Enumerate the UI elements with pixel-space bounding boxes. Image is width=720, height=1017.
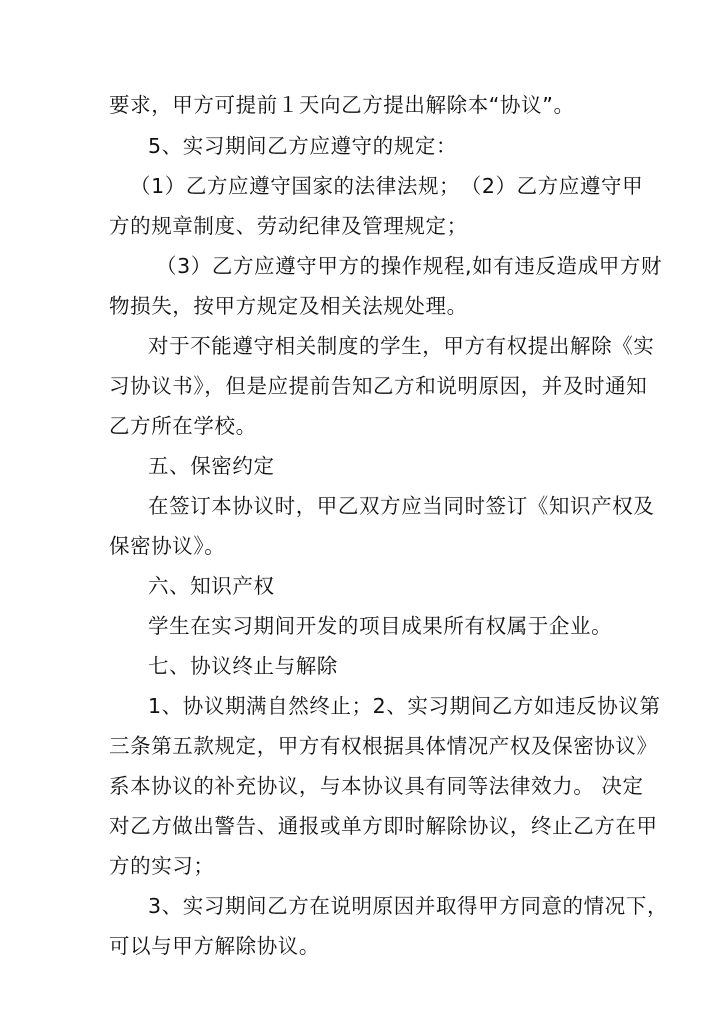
- section-heading: 五、保密约定: [148, 454, 275, 478]
- text-line: 物损失，按甲方规定及相关法规处理。: [109, 294, 468, 318]
- section-heading: 七、协议终止与解除: [148, 654, 338, 678]
- text-line: 在签订本协议时，甲乙双方应当同时签订《知识产权及: [148, 494, 655, 518]
- text-line: 系本协议的补充协议，与本协议具有同等法律效力。 决定: [109, 774, 644, 798]
- text-line: 乙方所在学校。: [109, 414, 257, 438]
- text-line: （1）乙方应遵守国家的法律法规； （2）乙方应遵守甲: [130, 174, 644, 198]
- text-line: 3、实习期间乙方在说明原因并取得甲方同意的情况下，: [148, 894, 669, 918]
- text-line: 1、协议期满自然终止；2、实习期间乙方如违反协议第: [148, 694, 661, 718]
- text-line: 对于不能遵守相关制度的学生，甲方有权提出解除《实: [148, 334, 655, 358]
- section-heading: 六、知识产权: [148, 574, 275, 598]
- text-line: 要求，甲方可提前１天向乙方提出解除本“协议”。: [109, 93, 575, 117]
- text-line: 三条第五款规定，甲方有权根据具体情况产权及保密协议》: [109, 734, 658, 758]
- text-line: 习协议书》，但是应提前告知乙方和说明原因，并及时通知: [109, 374, 648, 398]
- text-line: 学生在实习期间开发的项目成果所有权属于企业。: [148, 614, 613, 638]
- text-line: 可以与甲方解除协议。: [109, 934, 320, 958]
- text-line: 对乙方做出警告、通报或单方即时解除协议，终止乙方在甲: [109, 814, 658, 838]
- text-line: 保密协议》。: [109, 534, 226, 558]
- text-line: 方的实习；: [109, 854, 215, 878]
- text-line: （3）乙方应遵守甲方的操作规程,如有违反造成甲方财: [156, 254, 663, 278]
- text-line: 方的规章制度、劳动纪律及管理规定；: [109, 214, 468, 238]
- text-line: 5、实习期间乙方应遵守的规定：: [148, 134, 458, 158]
